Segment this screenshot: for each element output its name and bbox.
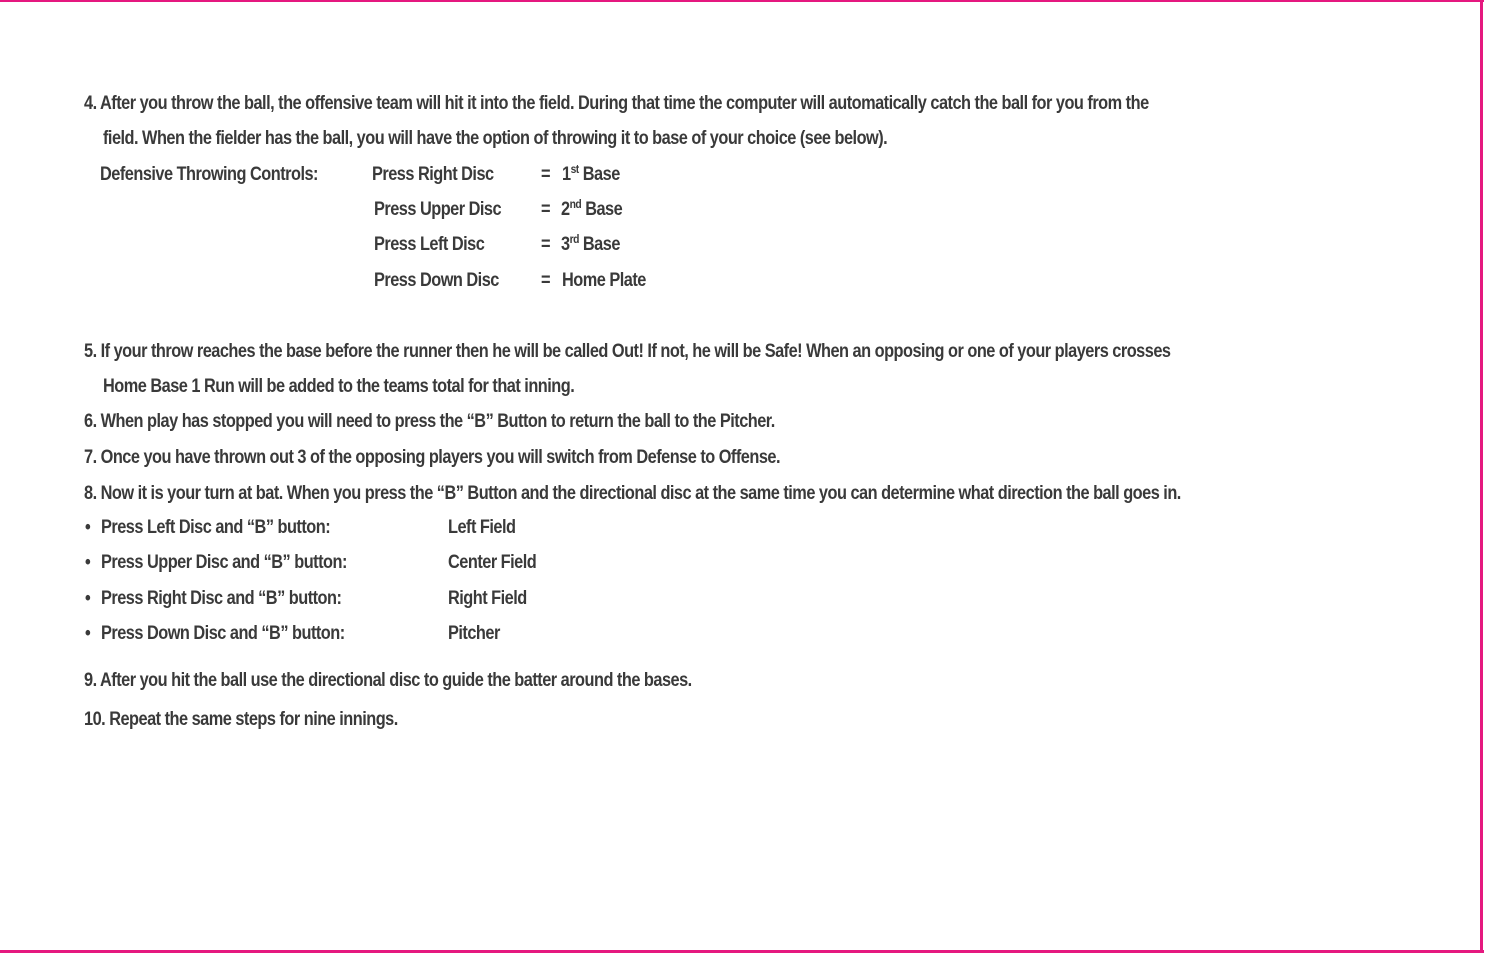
defensive-row-equals: = [541, 164, 551, 185]
defensive-row-press: Press Upper Disc [374, 199, 502, 220]
defensive-controls-label: Defensive Throwing Controls: [100, 164, 318, 185]
defensive-row-target [561, 233, 620, 258]
batting-control: Press Left Disc and “B” button: [101, 517, 331, 538]
bullet: • [85, 517, 91, 538]
defensive-row-press: Press Down Disc [374, 270, 499, 291]
page-border-top [0, 0, 1484, 2]
item-5-line-2: Home Base 1 Run will be added to the teams total for that inning. [103, 376, 575, 397]
defensive-row-target [562, 269, 646, 293]
base-number: 2 [561, 199, 570, 220]
base-word: Base [582, 234, 620, 255]
bullet: • [85, 623, 91, 644]
item-6: 6. When play has stopped you will need to press the “B” Button to return the ball to the Pitcher. [84, 411, 775, 432]
batting-result: Pitcher [448, 623, 500, 644]
defensive-row-equals: = [541, 234, 551, 255]
ordinal-suffix: st [570, 162, 579, 176]
defensive-row-equals: = [541, 270, 551, 291]
item-7: 7. Once you have thrown out 3 of the opposing players you will switch from Defense to Offense. [84, 447, 780, 468]
base-word: Base [585, 199, 623, 220]
batting-control: Press Upper Disc and “B” button: [101, 552, 347, 573]
ordinal-suffix: nd [569, 197, 582, 211]
batting-control: Press Down Disc and “B” button: [101, 623, 345, 644]
item-10: 10. Repeat the same steps for nine innings. [84, 709, 398, 730]
bullet: • [85, 588, 91, 609]
item-8: 8. Now it is your turn at bat. When you press the “B” Button and the directional disc at the same time you can determine what direction the ball goes in. [84, 483, 1181, 504]
bullet: • [85, 552, 91, 573]
item-4-line-1: 4. After you throw the ball, the offensive team will hit it into the field. During that time the computer will automatically catch the ball for you from the [84, 93, 1149, 114]
batting-control: Press Right Disc and “B” button: [101, 588, 342, 609]
item-9: 9. After you hit the ball use the directional disc to guide the batter around the bases. [84, 670, 692, 691]
defensive-row-target [562, 163, 620, 188]
base-number: 1 [562, 164, 571, 185]
defensive-row-equals: = [541, 199, 551, 220]
base-word: Home Plate [562, 270, 646, 291]
page-border-bottom [0, 950, 1484, 953]
item-4-line-2: field. When the fielder has the ball, you will have the option of throwing it to base of your choice (see below). [103, 128, 888, 149]
base-number: 3 [561, 234, 570, 255]
base-word: Base [582, 164, 620, 185]
page-border-right [1480, 0, 1483, 953]
ordinal-suffix: rd [569, 232, 579, 246]
defensive-row-target [561, 198, 622, 223]
defensive-row-press: Press Left Disc [374, 234, 485, 255]
batting-result: Center Field [448, 552, 537, 573]
batting-result: Right Field [448, 588, 527, 609]
batting-result: Left Field [448, 517, 516, 538]
item-5-line-1: 5. If your throw reaches the base before the runner then he will be called Out! If not, he will be Safe! When an opposing or one of your players crosses [84, 341, 1171, 362]
defensive-row-press: Press Right Disc [372, 164, 494, 185]
